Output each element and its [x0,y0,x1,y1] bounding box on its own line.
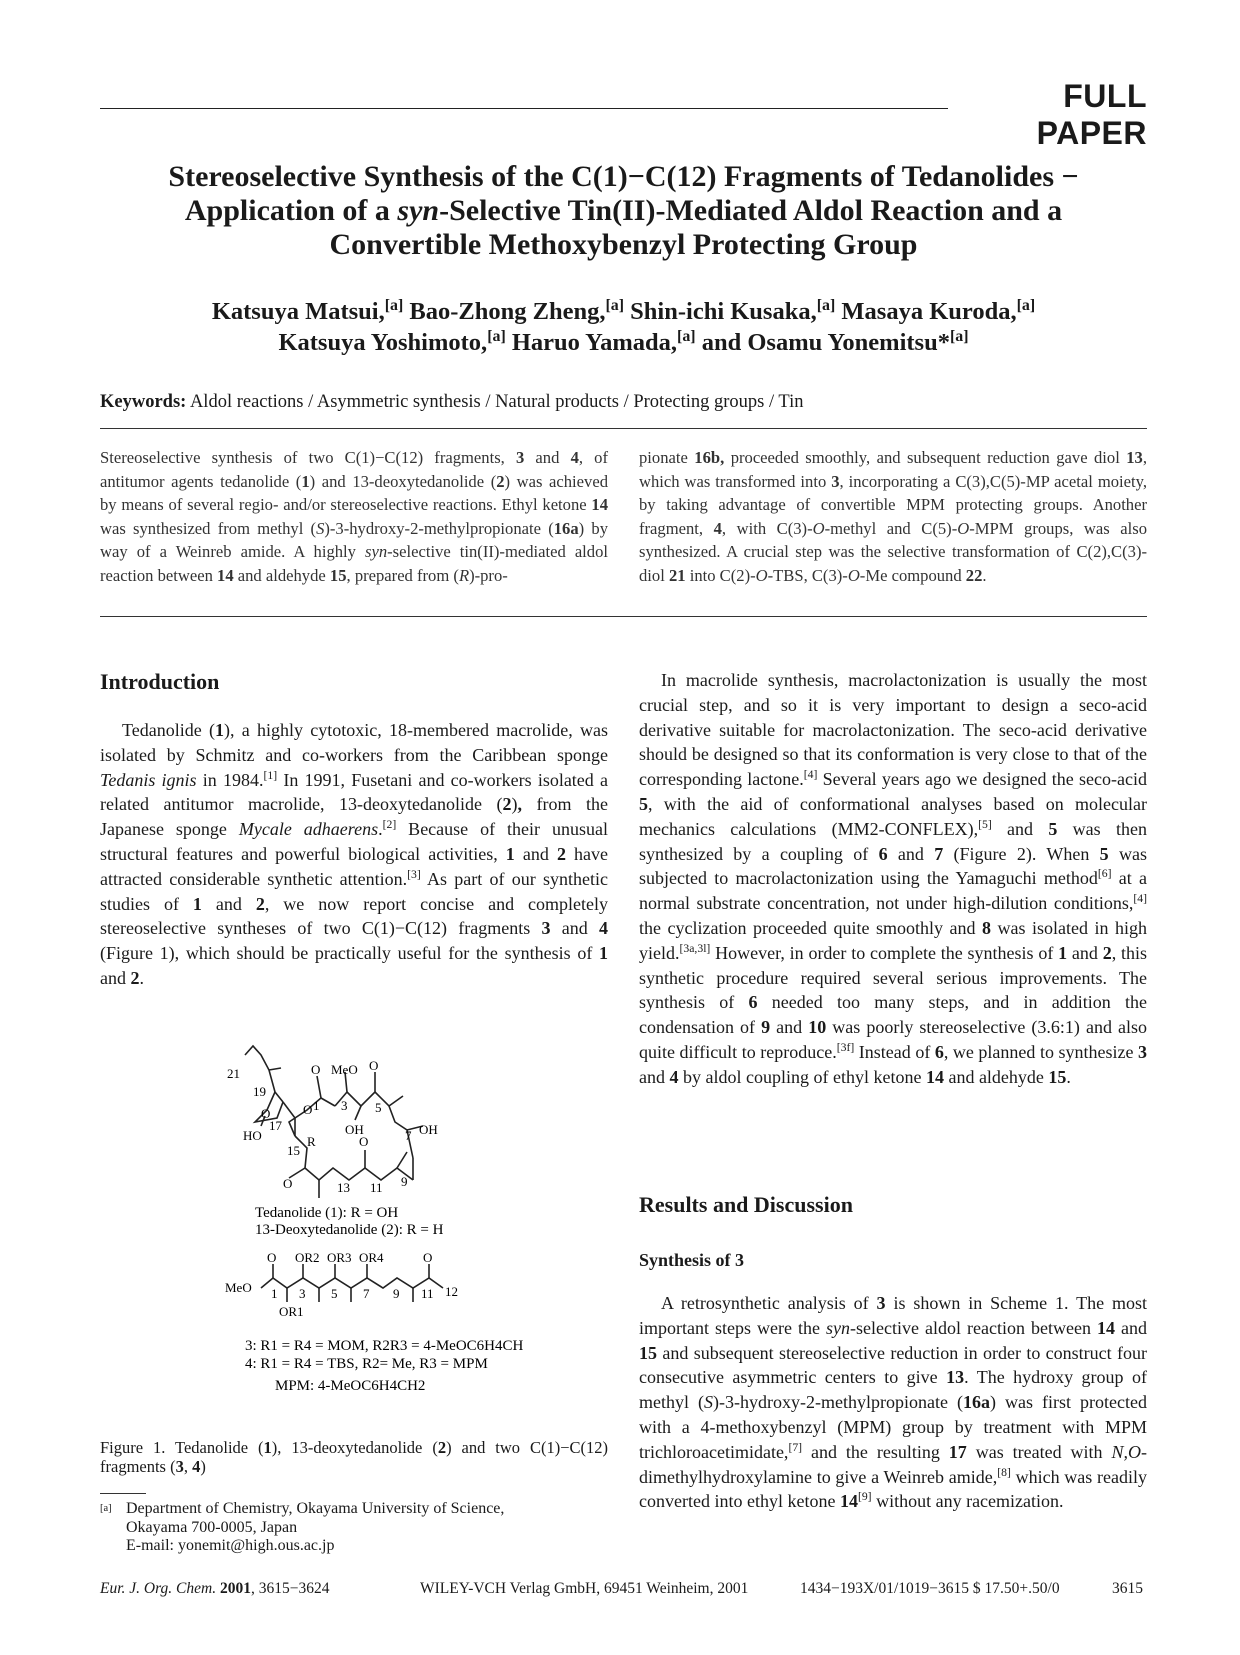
atom-label: 15 [287,1143,300,1158]
atom-label: 11 [421,1286,434,1301]
atom-label: 3 [299,1286,306,1301]
author: Bao-Zhong Zheng, [409,298,606,325]
abstract-right: pionate 16b, proceeded smoothly, and subsequent reduction gave diol 13, which was transformed into 3, incorporating a C(3),C(5)-MP acetal moiety, by taking advantage of convertible MPM protecting groups. Another fragment, 4, with C(3)-O-methyl and C(5)-O-MPM groups, was also synthesized. A crucial step was the selective transformation of C(2),C(3)-diol 21 into C(2)-O-TBS, C(3)-O-Me compound 22. [639,448,1147,585]
section-label: FULL PAPER [1036,78,1147,151]
author: Katsuya Yoshimoto, [278,329,488,356]
atom-label: O [311,1062,321,1077]
atom-label: O [261,1106,271,1121]
author: Masaya Kuroda, [841,298,1017,325]
atom-label: O [303,1102,313,1117]
atom-label: R [307,1134,316,1149]
footer-publisher: WILEY-VCH Verlag GmbH, 69451 Weinheim, 2001 [420,1580,749,1597]
atom-label: 7 [363,1286,370,1301]
atom-label: O [267,1250,277,1265]
atom-label: 12 [445,1284,458,1299]
author: Haruo Yamada, [511,329,678,356]
fragment-3-definition: 3: R1 = R4 = MOM, R2R3 = 4-MeOC6H4CH [245,1338,524,1354]
atom-label: 11 [370,1180,383,1195]
figure-caption: Figure 1. Tedanolide (1), 13-deoxytedanolide (2) and two C(1)−C(12) fragments (3, 4) [100,1438,608,1476]
intro-body [100,718,608,991]
atom-label: OR2 [295,1250,320,1265]
atom-label: O [423,1250,433,1265]
title-line-2: Application of a syn-Selective Tin(II)-Mediated Aldol Reaction and a [184,194,1063,227]
title-line-3: Convertible Methoxybenzyl Protecting Group [329,228,918,261]
synthesis-3-body [639,1291,1147,1514]
title-line-1: Stereoselective Synthesis of the C(1)−C(12) Fragments of Tedanolides − [168,160,1079,193]
atom-label: 21 [227,1066,240,1081]
author-list: Katsuya Matsui,[a] Bao-Zhong Zheng,[a] Shin-ichi Kusaka,[a] Masaya Kuroda,[a] Katsuya Yoshimoto,[a] Haruo Yamada,[a] and Osamu Yonemitsu*[a] [211,296,1036,356]
atom-label: MeO [225,1280,252,1295]
intro-heading: Introduction [100,669,220,694]
mpm-definition: MPM: 4-MeOC6H4CH2 [275,1378,426,1394]
atom-label: OR4 [359,1250,384,1265]
header-rule [100,108,948,109]
atom-label: 7 [405,1128,412,1143]
atom-label: 9 [393,1286,400,1301]
results-heading: Results and Discussion [639,1192,853,1217]
keywords-text: Aldol reactions / Asymmetric synthesis / Natural products / Protecting groups / Tin [189,392,804,412]
atom-label: HO [243,1128,262,1143]
footnote-rule [100,1493,146,1494]
keywords-label: Keywords: [100,392,187,412]
tedanolide-atom-labels [227,1058,438,1195]
author: Katsuya Matsui, [211,298,385,325]
atom-label: O [283,1176,293,1191]
footer-issn: 1434−193X/01/1019−3615 $ 17.50+.50/0 [800,1580,1060,1597]
atom-label: 3 [341,1098,348,1113]
author: and Osamu Yonemitsu* [701,329,950,356]
atom-label: OR3 [327,1250,352,1265]
atom-label: 19 [253,1084,266,1099]
legend-tedanolide: Tedanolide (1): R = OH [255,1205,399,1221]
intro-paragraph: Tedanolide (1), a highly cytotoxic, 18-membered macrolide, was isolated by Schmitz and co-workers from the Caribbean sponge Tedanis ignis in 1984.[1] In 1991, Fusetani and co-workers isolated a related antitumor macrolide, 13-deoxytedanolide (2), from the Japanese sponge Mycale adhaerens.[2] Because of their unusual structural features and powerful biological activities, 1 and 2 have attracted considerable synthetic attention.[3] As part of our synthetic studies of 1 and 2, we now report concise and completely stereoselective syntheses of two C(1)−C(12) fragments 3 and 4 (Figure 1), which should be practically useful for the synthesis of 1 and 2. [100,720,609,988]
abstract-rule [100,616,1147,617]
atom-label: OH [345,1122,364,1137]
atom-label: 13 [337,1180,350,1195]
fragment-skeleton [261,1264,443,1302]
paper-title [100,160,1147,262]
atom-label: OH [419,1122,438,1137]
figure-1-structures [225,1040,525,1420]
atom-label: 9 [401,1174,408,1189]
atom-label: 17 [269,1118,282,1133]
keywords-rule [100,428,1147,429]
page-number: 3615 [1112,1580,1143,1597]
footer-citation: Eur. J. Org. Chem. 2001, 3615−3624 [100,1580,330,1597]
abstract-left: Stereoselective synthesis of two C(1)−C(12) fragments, 3 and 4, of antitumor agents tedanolide (1) and 13-deoxytedanolide (2) was achieved by means of several regio- and/or stereoselective reactions. Ethyl ketone 14 was synthesized from methyl (S)-3-hydroxy-2-methylpropionate (16a) by way of a Weinreb amide. A highly syn-selective tin(II)-mediated aldol reaction between 14 and aldehyde 15, prepared from (R)-pro- [100,448,608,585]
keywords [100,392,1147,413]
atom-label: 1 [313,1098,320,1113]
atom-label: MeO [331,1062,358,1077]
right-column-intro [639,668,1147,1090]
atom-label: 1 [271,1286,278,1301]
atom-label: O [369,1058,379,1073]
intro-paragraph-2: In macrolide synthesis, macrolactonization is usually the most crucial step, and so it is very important to design a seco-acid derivative suitable for macrolactonization. The seco-acid derivative should be designed so that its conformation is very close to that of the corresponding lactone.[4] Several years ago we designed the seco-acid 5, with the aid of conformational analyses based on molecular mechanics calculations (MM2-CONFLEX),[5] and 5 was then synthesized by a coupling of 6 and 7 (Figure 2). When 5 was subjected to macrolactonization using the Yamaguchi method[6] at a normal substrate concentration, not under high-dilution conditions,[4] the cyclization proceeded quite smoothly and 8 was isolated in high yield.[3a,3l] However, in order to complete the synthesis of 1 and 2, this synthetic procedure required several serious improvements. The synthesis of 6 needed too many steps, and in addition the condensation of 9 and 10 was poorly stereoselective (3.6:1) and also quite difficult to reproduce.[3f] Instead of 6, we planned to synthesize 3 and 4 by aldol coupling of ethyl ketone 14 and aldehyde 15. [639,670,1148,1087]
results-paragraph: A retrosynthetic analysis of 3 is shown in Scheme 1. The most important steps were the syn-selective aldol reaction between 14 and 15 and subsequent stereoselective reduction in order to construct four consecutive asymmetric centers to give 13. The hydroxy group of methyl (S)-3-hydroxy-2-methylpropionate (16a) was first protected with a 4-methoxybenzyl (MPM) group by treatment with MPM trichloroacetimidate,[7] and the resulting 17 was treated with N,O-dimethylhydroxylamine to give a Weinreb amide,[8] which was readily converted into ethyl ketone 14[9] without any racemization. [639,1293,1147,1512]
author: Shin-ichi Kusaka, [630,298,817,325]
synthesis-3-heading: Synthesis of 3 [639,1250,745,1270]
atom-label: 5 [375,1100,382,1115]
fragment-4-definition: 4: R1 = R4 = TBS, R2= Me, R3 = MPM [245,1356,488,1372]
fragment-atom-labels [225,1250,458,1319]
atom-label: OR1 [279,1304,304,1319]
legend-deoxytedanolide: 13-Deoxytedanolide (2): R = H [255,1222,444,1238]
affiliation-footnote: [a] Department of Chemistry, Okayama University of Science, Okayama 700-0005, Japan E-mail: yonemit@high.ous.ac.jp [100,1500,505,1554]
atom-label: 5 [331,1286,338,1301]
atom-label: O [359,1134,369,1149]
